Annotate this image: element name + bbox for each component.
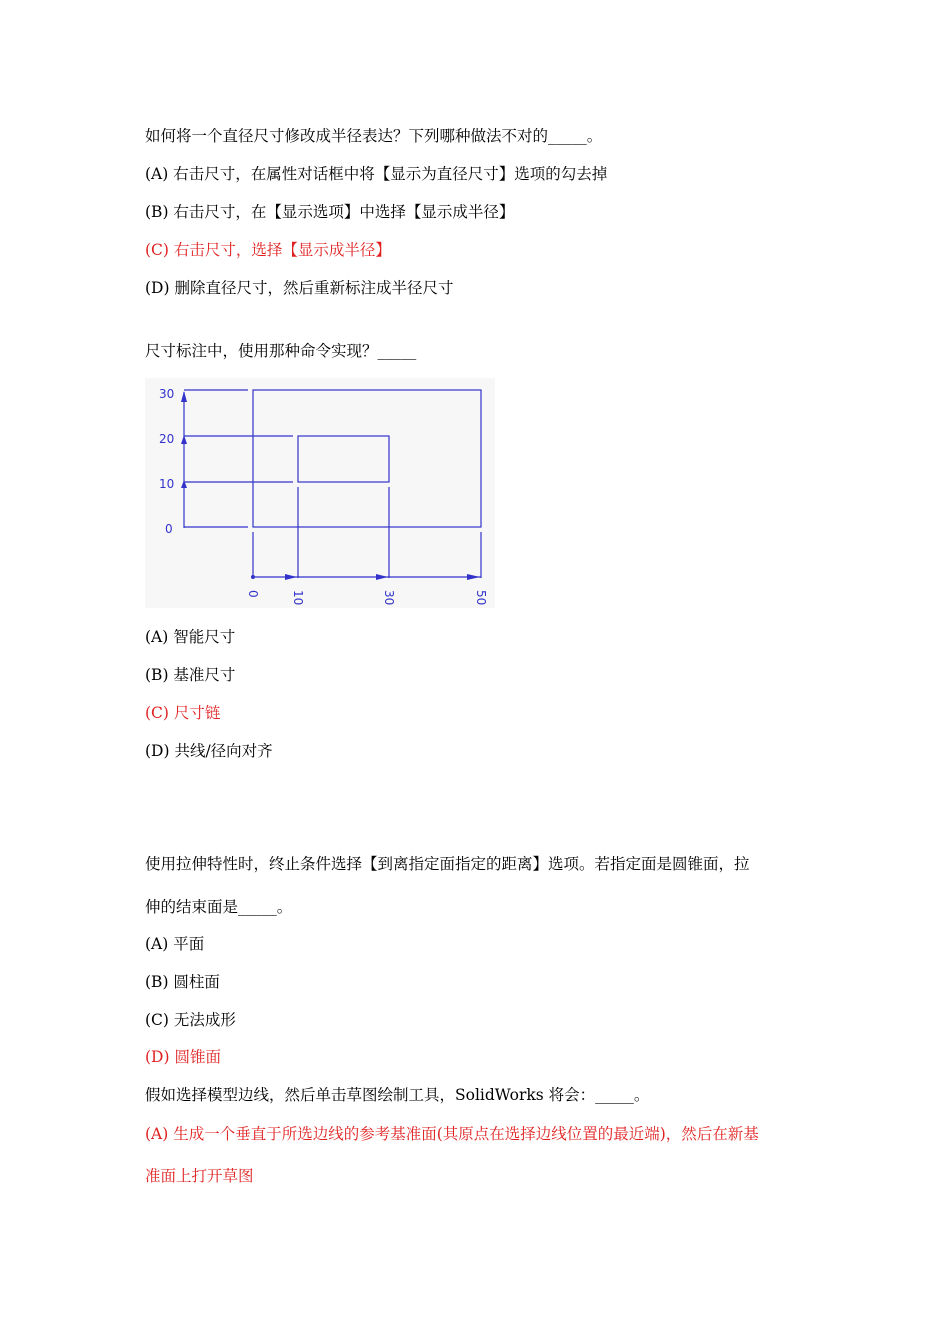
- arrow-v-30: [181, 391, 187, 402]
- arrow-h-0: [251, 575, 255, 579]
- outer-rectangle: [253, 390, 481, 527]
- x-label-30: 30: [382, 590, 396, 606]
- q1-option-c-answer: (C) 右击尺寸，选择【显示成半径】: [145, 241, 391, 259]
- x-label-50: 50: [474, 590, 488, 606]
- q2-option-d: (D) 共线/径向对齐: [145, 742, 273, 760]
- q3-option-a: (A) 平面: [145, 935, 205, 953]
- q3-option-d-answer: (D) 圆锥面: [145, 1048, 221, 1066]
- q2-option-b: (B) 基准尺寸: [145, 666, 236, 684]
- q2-option-c-answer: (C) 尺寸链: [145, 704, 221, 722]
- arrow-h-30: [376, 574, 388, 580]
- dimension-drawing: [145, 378, 495, 608]
- q3-question-line1: 使用拉伸特性时，终止条件选择【到离指定面指定的距离】选项。若指定面是圆锥面，拉: [145, 855, 750, 873]
- q4-option-a-line1: (A) 生成一个垂直于所选边线的参考基准面(其原点在选择边线位置的最近端)，然后在新基: [145, 1125, 759, 1143]
- y-label-0: 0: [165, 522, 173, 536]
- q2-question: 尺寸标注中，使用那种命令实现？_____: [145, 342, 417, 360]
- arrow-v-10: [181, 480, 187, 488]
- q4-option-a-line2: 准面上打开草图: [145, 1167, 254, 1185]
- q3-question-line2: 伸的结束面是_____。: [145, 898, 293, 916]
- y-label-10: 10: [159, 477, 175, 491]
- q1-option-a: (A) 右击尺寸，在属性对话框中将【显示为直径尺寸】选项的勾去掉: [145, 165, 608, 183]
- y-label-30: 30: [159, 387, 175, 401]
- q2-option-a: (A) 智能尺寸: [145, 628, 236, 646]
- x-label-10: 10: [291, 590, 305, 606]
- q1-option-d: (D) 删除直径尺寸，然后重新标注成半径尺寸: [145, 279, 454, 297]
- y-label-20: 20: [159, 432, 175, 446]
- q1-question: 如何将一个直径尺寸修改成半径表达？下列哪种做法不对的_____。: [145, 127, 603, 145]
- q4-question: 假如选择模型边线，然后单击草图绘制工具，SolidWorks 将会：_____。: [145, 1086, 650, 1104]
- q3-option-c: (C) 无法成形: [145, 1011, 236, 1029]
- x-label-0: 0: [246, 590, 260, 598]
- q3-option-b: (B) 圆柱面: [145, 973, 220, 991]
- arrow-h-10: [285, 574, 297, 580]
- q1-option-b: (B) 右击尺寸，在【显示选项】中选择【显示成半径】: [145, 203, 515, 221]
- inner-rectangle: [298, 436, 389, 482]
- dimension-chain-figure: [145, 378, 495, 608]
- arrow-h-50: [467, 574, 480, 580]
